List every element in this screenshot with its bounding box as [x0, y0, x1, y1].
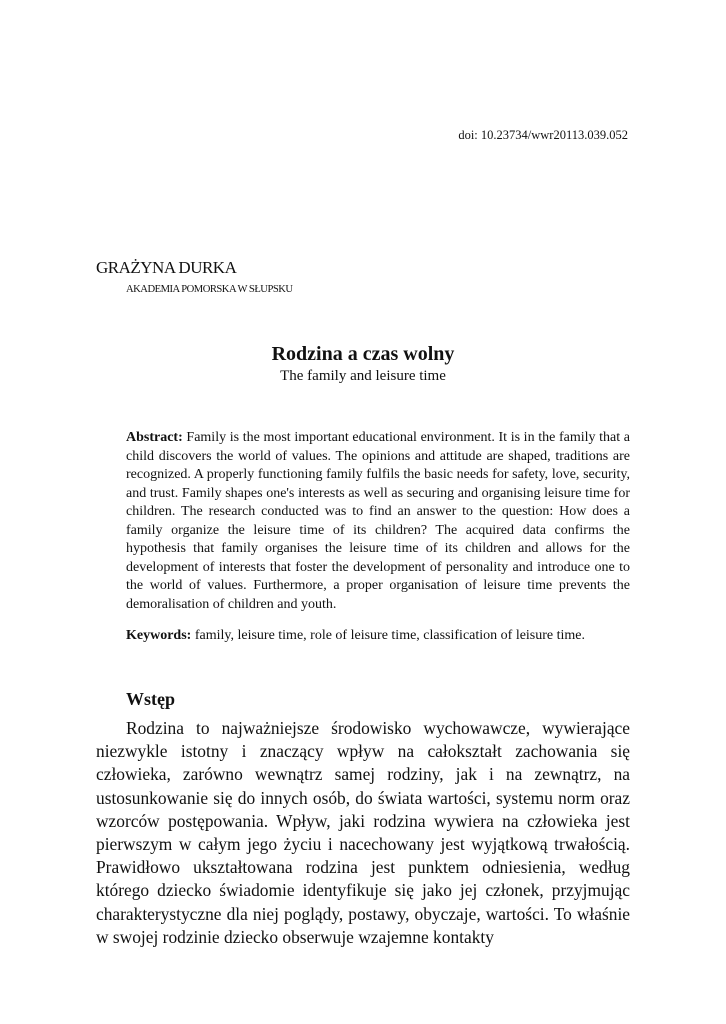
- abstract: [126, 429, 630, 614]
- article-subtitle: The family and leisure time: [280, 368, 446, 384]
- keywords: [126, 627, 630, 646]
- section-heading: Wstęp: [126, 689, 175, 709]
- article-title: Rodzina a czas wolny: [271, 343, 455, 365]
- keywords-label: Keywords:: [126, 628, 192, 643]
- abstract-label: Abstract:: [126, 430, 183, 445]
- keywords-text: family, leisure time, role of leisure time, classification of leisure time.: [194, 628, 586, 643]
- body-paragraph: Rodzina to najważniejsze środowisko wychowawcze, wywierające niezwykle istotny i znaczący wpływ na całokształt zachowania się człowieka, zarówno wewnątrz samej rodziny, jak i na zewnątrz, na ustosunkowanie się do innych osób, do świata wartości, systemu norm oraz wzorców postępowania. Wpływ, jaki rodzina wywiera na człowieka jest pierwszym w całym jego życiu i nacechowany jest wyjątkową trwałością. Prawidłowo ukształtowana rodzina jest punktem odniesienia, według którego dziecko świadomie identyfikuje się jako jej członek, przyjmując charakterystyczne dla niej poglądy, postawy, obyczaje, wartości. To właśnie w swojej rodzinie dziecko obserwuje wzajemne kontakty: [96, 718, 630, 947]
- author-name: GRAŻYNA DURKA: [96, 258, 237, 277]
- abstract-text: Family is the most important educational environment. It is in the family that a child discovers the world of values. The opinions and attitude are shaped, traditions are recognized. A properly functioning family fulfils the basic needs for safety, love, security, and trust. Family shapes one's interests as well as securing and organising leisure time for children. The research conducted was to find an answer to the question: How does a family organize the leisure time of its children? The acquired data confirms the hypothesis that family organises the leisure time of its children and allows for the development of interests that foster the development of personality and introduce one to the world of values. Furthermore, a proper organisation of leisure time prevents the demoralisation of children and youth.: [126, 430, 630, 612]
- doi-reference: doi: 10.23734/wwr20113.039.052: [458, 128, 628, 142]
- author-affiliation: AKADEMIA POMORSKA W SŁUPSKU: [126, 284, 293, 295]
